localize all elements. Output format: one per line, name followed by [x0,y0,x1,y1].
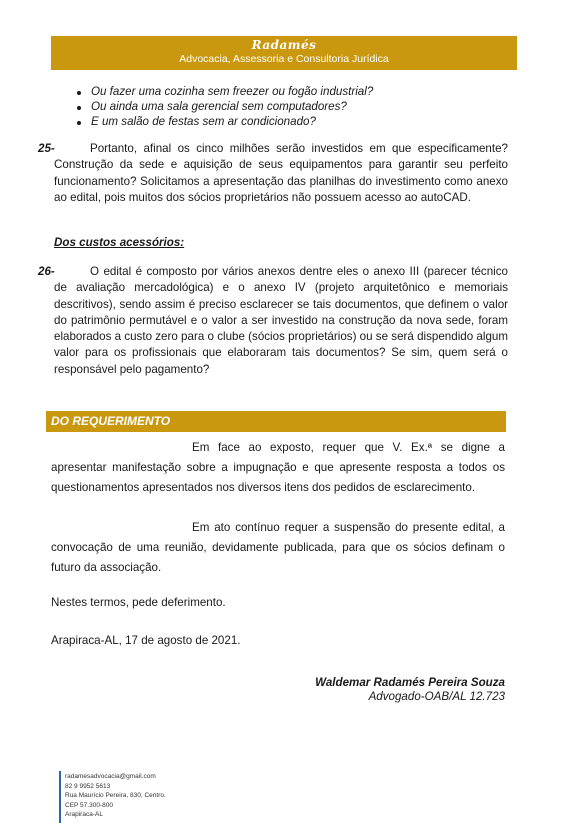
section-divider [46,431,506,432]
section-heading-requerimento: DO REQUERIMENTO [46,411,506,431]
footer-cep: CEP 57.300-800 [65,801,113,809]
letterhead [51,36,517,70]
item-number: 26- [38,265,55,278]
footer-accent-bar [59,771,61,823]
signature-name: Waldemar Radamés Pereira Souza [315,676,505,689]
footer-phone: 82 9 9952 5613 [65,782,111,790]
item-25-text: Portanto, afinal os cinco milhões serão investidos em que especificamente? Construção da sede e aquisição de seus equipamentos para garantir seu perfeito funcionamento? Solicitamos a apresentação das planilhas do investimento como anexo ao edital, pois muitos dos sócios proprietários não possuem acesso ao autoCAD. [54,142,508,204]
bullet-dot-icon [77,91,81,95]
signature-role: Advogado-OAB/AL 12.723 [368,690,505,703]
bullet-item: Ou ainda uma sala gerencial sem computadores? [91,100,347,113]
item-26-text: O edital é composto por vários anexos dentre eles o anexo III (parecer técnico de avaliação mercadológica) e o anexo IV (projeto arquitetônico e memoriais descritivos), sendo assim é preciso esclarecer se tais documentos, que definem o valor do patrimônio permutável e o valor a ser investido na construção da nova sede, foram elaborados a custo zero para o clube (sócios proprietários) ou se será dispendido algum valor para os profissionais que elaboraram tais documentos? Se sim, quem será o responsável pelo pagamento? [54,265,508,376]
bullet-item: Ou fazer uma cozinha sem freezer ou fogão industrial? [91,85,374,98]
section-heading-costs: Dos custos acessórios: [54,236,185,249]
bullet-dot-icon [77,121,81,125]
brand-logo: Radamés [251,38,317,52]
brand-subtitle: Advocacia, Assessoria e Consultoria Jurídica [179,53,389,65]
bullet-dot-icon [77,106,81,110]
footer-city: Arapiraca-AL [65,811,103,818]
date-line: Arapiraca-AL, 17 de agosto de 2021. [51,634,241,647]
contact-footer [65,772,166,820]
item-number: 25- [38,142,55,155]
footer-address: Rua Maurício Pereira, 830, Centro. [65,792,166,799]
closing-text: Nestes termos, pede deferimento. [51,596,226,609]
footer-email: radamesadvocacia@gmail.com [65,773,156,780]
requerimento-paragraph-2: Em ato contínuo requer a suspensão do presente edital, a convocação de uma reunião, devidamente publicada, para que os sócios definam o futuro da associação. [51,521,505,574]
requerimento-paragraph-1: Em face ao exposto, requer que V. Ex.ª se digne a apresentar manifestação sobre a impugnação e que apresente resposta a todos os questionamentos apresentados nos diversos itens dos pedidos de esclarecimento. [51,441,505,494]
bullet-item: E um salão de festas sem ar condicionado? [91,115,316,128]
